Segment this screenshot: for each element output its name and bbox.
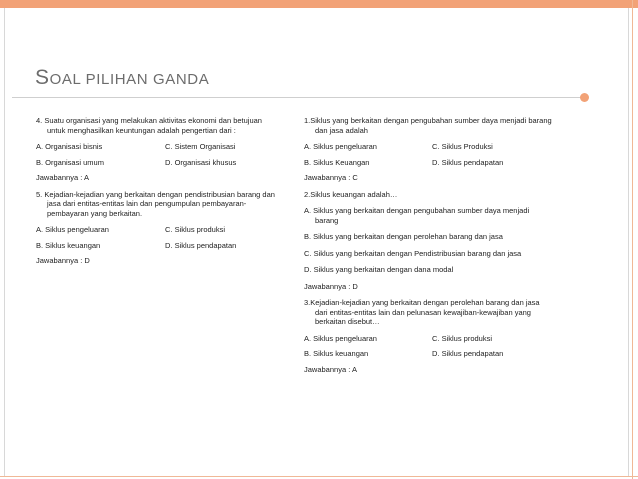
question-2: 2.Siklus keuangan adalah… xyxy=(304,189,398,199)
divider-bullet xyxy=(580,93,589,102)
question-3-options-row-1 xyxy=(304,334,554,344)
question-4-option-b: B. Organisasi umum xyxy=(36,157,104,167)
question-3-option-b: B. Siklus keuangan xyxy=(304,349,369,358)
question-5-answer: Jawabannya : D xyxy=(36,256,90,265)
question-2-answer: Jawabannya : D xyxy=(304,281,358,291)
question-2-option-c: C. Siklus yang berkaitan dengan Pendistribusian barang dan jasa xyxy=(304,248,522,258)
frame-line-right-inner xyxy=(628,8,629,476)
question-4-answer: Jawabannya : A xyxy=(36,173,89,182)
slide-title-initial: S xyxy=(35,66,50,89)
question-4-options-row-2 xyxy=(36,158,281,168)
question-2-option-a: A. Siklus yang berkaitan dengan pengubahan sumber daya menjadi barang xyxy=(304,206,530,225)
question-4-options-row-1 xyxy=(36,142,281,152)
question-1-options-row-1 xyxy=(304,142,554,152)
question-3-option-c: C. Siklus produksi xyxy=(432,333,493,343)
question-1-option-c: C. Siklus Produksi xyxy=(432,142,493,151)
right-column xyxy=(304,116,554,381)
question-4-option-c: C. Sistem Organisasi xyxy=(165,142,236,151)
question-4-option-d: D. Organisasi khusus xyxy=(165,157,237,167)
question-1-option-a: A. Siklus pengeluaran xyxy=(304,142,377,151)
question-5: 5. Kejadian-kejadian yang berkaitan dengan pendistribusian barang dan jasa dari entitas-entitas lain dan pengumpulan pembayaran-pembayaran yang berkaitan. xyxy=(36,189,275,218)
title-divider xyxy=(12,97,587,98)
question-5-option-a: A. Siklus pengeluaran xyxy=(36,225,109,234)
question-5-option-b: B. Siklus keuangan xyxy=(36,240,101,250)
question-3-answer: Jawabannya : A xyxy=(304,364,357,374)
question-3-option-d: D. Siklus pendapatan xyxy=(432,349,504,358)
question-5-option-d: D. Siklus pendapatan xyxy=(165,240,237,250)
question-4: 4. Suatu organisasi yang melakukan aktivitas ekonomi dan betujuan untuk menghasilkan keuntungan adalah pengertian dari : xyxy=(36,116,262,135)
question-1-option-d: D. Siklus pendapatan xyxy=(432,157,504,167)
question-3: 3.Kejadian-kejadian yang berkaitan dengan perolehan barang dan jasa dari entitas-entitas lain dan pelunasan kewajiban-kewajiban yang berkaitan disebut… xyxy=(304,298,540,326)
question-1: 1.Siklus yang berkaitan dengan pengubahan sumber daya menjadi barang dan jasa adalah xyxy=(304,116,552,135)
slide-title-rest: OAL PILIHAN GANDA xyxy=(49,71,210,88)
question-2-option-b: B. Siklus yang berkaitan dengan perolehan barang dan jasa xyxy=(304,232,503,241)
question-5-options-row-1 xyxy=(36,225,281,235)
frame-line-left xyxy=(4,8,5,476)
slide-title xyxy=(35,66,209,90)
question-1-options-row-2 xyxy=(304,158,554,168)
question-4-option-a: A. Organisasi bisnis xyxy=(36,142,103,151)
question-3-option-a: A. Siklus pengeluaran xyxy=(304,333,377,343)
question-2-option-d: D. Siklus yang berkaitan dengan dana modal xyxy=(304,265,454,274)
question-5-option-c: C. Siklus produksi xyxy=(165,225,226,234)
question-1-answer: Jawabannya : C xyxy=(304,173,358,182)
left-column xyxy=(36,116,281,273)
question-3-options-row-2 xyxy=(304,349,554,359)
frame-line-bottom xyxy=(0,476,638,477)
question-1-option-b: B. Siklus Keuangan xyxy=(304,157,370,167)
frame-line-right xyxy=(632,0,633,479)
question-5-options-row-2 xyxy=(36,241,281,251)
top-accent-bar xyxy=(0,0,638,8)
